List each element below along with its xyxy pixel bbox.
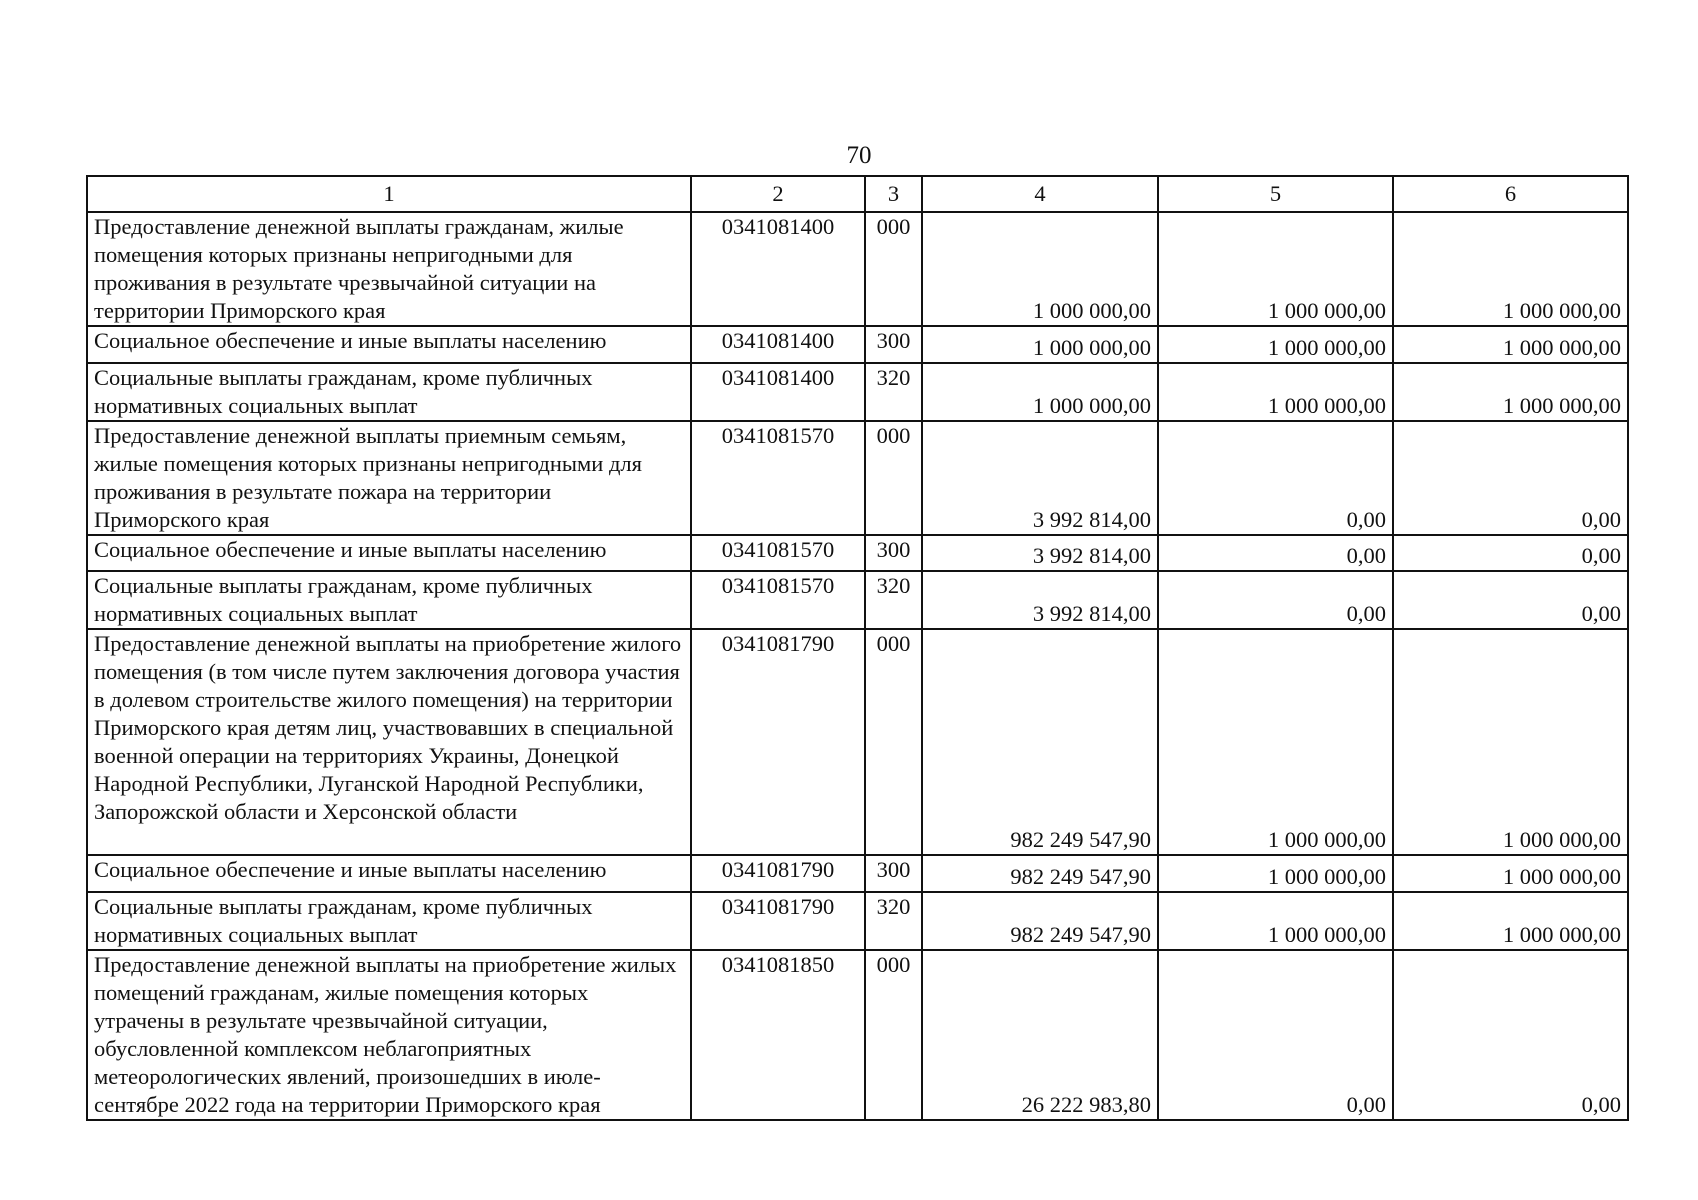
row-code: 0341081790: [691, 629, 865, 855]
row-name: Социальные выплаты гражданам, кроме публичных нормативных социальных выплат: [87, 363, 691, 421]
row-value-4: 3 992 814,00: [922, 421, 1158, 535]
row-type: 000: [865, 421, 922, 535]
row-value-5: 0,00: [1158, 950, 1393, 1120]
header-col-1: 1: [87, 176, 691, 212]
row-value-6: 1 000 000,00: [1393, 212, 1628, 326]
row-value-4: 982 249 547,90: [922, 629, 1158, 855]
row-type: 000: [865, 629, 922, 855]
row-type: 320: [865, 571, 922, 629]
row-type: 300: [865, 326, 922, 363]
row-code: 0341081400: [691, 212, 865, 326]
row-type: 000: [865, 950, 922, 1120]
row-value-5: 1 000 000,00: [1158, 363, 1393, 421]
row-value-4: 982 249 547,90: [922, 855, 1158, 892]
table-row: [87, 363, 1628, 421]
budget-table: [86, 175, 1629, 1121]
row-type: 300: [865, 855, 922, 892]
row-value-5: 1 000 000,00: [1158, 629, 1393, 855]
row-value-6: 0,00: [1393, 950, 1628, 1120]
row-value-4: 1 000 000,00: [922, 326, 1158, 363]
row-name: Социальное обеспечение и иные выплаты населению: [87, 855, 691, 892]
row-value-4: 26 222 983,80: [922, 950, 1158, 1120]
row-value-6: 0,00: [1393, 571, 1628, 629]
row-code: 0341081790: [691, 892, 865, 950]
row-code: 0341081570: [691, 421, 865, 535]
header-row: [87, 176, 1628, 212]
table-row: [87, 950, 1628, 1120]
row-value-6: 1 000 000,00: [1393, 892, 1628, 950]
row-code: 0341081790: [691, 855, 865, 892]
row-value-4: 982 249 547,90: [922, 892, 1158, 950]
table-row: [87, 421, 1628, 535]
row-value-6: 1 000 000,00: [1393, 326, 1628, 363]
table-row: [87, 892, 1628, 950]
row-name: Предоставление денежной выплаты на приобретение жилого помещения (в том числе путем заключения договора участия в долевом строительстве жилого помещения) на территории Приморского края детям лиц, участвовавших в специальной военной операции на территориях Украины, Донецкой Народной Республики, Луганской Народной Республики, Запорожской области и Херсонской области: [87, 629, 691, 855]
row-value-6: 1 000 000,00: [1393, 629, 1628, 855]
row-type: 320: [865, 363, 922, 421]
row-name: Социальное обеспечение и иные выплаты населению: [87, 326, 691, 363]
row-code: 0341081570: [691, 535, 865, 571]
row-value-5: 0,00: [1158, 421, 1393, 535]
row-value-5: 1 000 000,00: [1158, 326, 1393, 363]
header-col-5: 5: [1158, 176, 1393, 212]
row-value-6: 0,00: [1393, 535, 1628, 571]
row-name: Социальные выплаты гражданам, кроме публичных нормативных социальных выплат: [87, 892, 691, 950]
row-name: Предоставление денежной выплаты гражданам, жилые помещения которых признаны непригодными для проживания в результате чрезвычайной ситуации на территории Приморского края: [87, 212, 691, 326]
row-code: 0341081570: [691, 571, 865, 629]
table-row: [87, 855, 1628, 892]
header-col-4: 4: [922, 176, 1158, 212]
row-type: 320: [865, 892, 922, 950]
row-value-4: 1 000 000,00: [922, 212, 1158, 326]
page-number: 70: [846, 142, 872, 169]
header-col-6: 6: [1393, 176, 1628, 212]
row-value-5: 0,00: [1158, 535, 1393, 571]
row-value-4: 1 000 000,00: [922, 363, 1158, 421]
row-value-4: 3 992 814,00: [922, 535, 1158, 571]
row-value-6: 1 000 000,00: [1393, 855, 1628, 892]
row-value-5: 1 000 000,00: [1158, 212, 1393, 326]
row-value-5: 1 000 000,00: [1158, 855, 1393, 892]
table-row: [87, 326, 1628, 363]
row-name: Предоставление денежной выплаты приемным семьям, жилые помещения которых признаны непригодными для проживания в результате пожара на территории Приморского края: [87, 421, 691, 535]
row-value-5: 1 000 000,00: [1158, 892, 1393, 950]
row-code: 0341081400: [691, 363, 865, 421]
header-col-3: 3: [865, 176, 922, 212]
table-row: [87, 571, 1628, 629]
row-value-4: 3 992 814,00: [922, 571, 1158, 629]
row-type: 300: [865, 535, 922, 571]
table-row: [87, 212, 1628, 326]
row-value-6: 0,00: [1393, 421, 1628, 535]
row-code: 0341081850: [691, 950, 865, 1120]
row-name: Социальное обеспечение и иные выплаты населению: [87, 535, 691, 571]
row-name: Предоставление денежной выплаты на приобретение жилых помещений гражданам, жилые помещения которых утрачены в результате чрезвычайной ситуации, обусловленной комплексом неблагоприятных метеорологических явлений, произошедших в июле-сентябре 2022 года на территории Приморского края: [87, 950, 691, 1120]
header-col-2: 2: [691, 176, 865, 212]
table-row: [87, 535, 1628, 571]
row-type: 000: [865, 212, 922, 326]
row-value-5: 0,00: [1158, 571, 1393, 629]
row-name: Социальные выплаты гражданам, кроме публичных нормативных социальных выплат: [87, 571, 691, 629]
row-code: 0341081400: [691, 326, 865, 363]
row-value-6: 1 000 000,00: [1393, 363, 1628, 421]
table-row: [87, 629, 1628, 855]
